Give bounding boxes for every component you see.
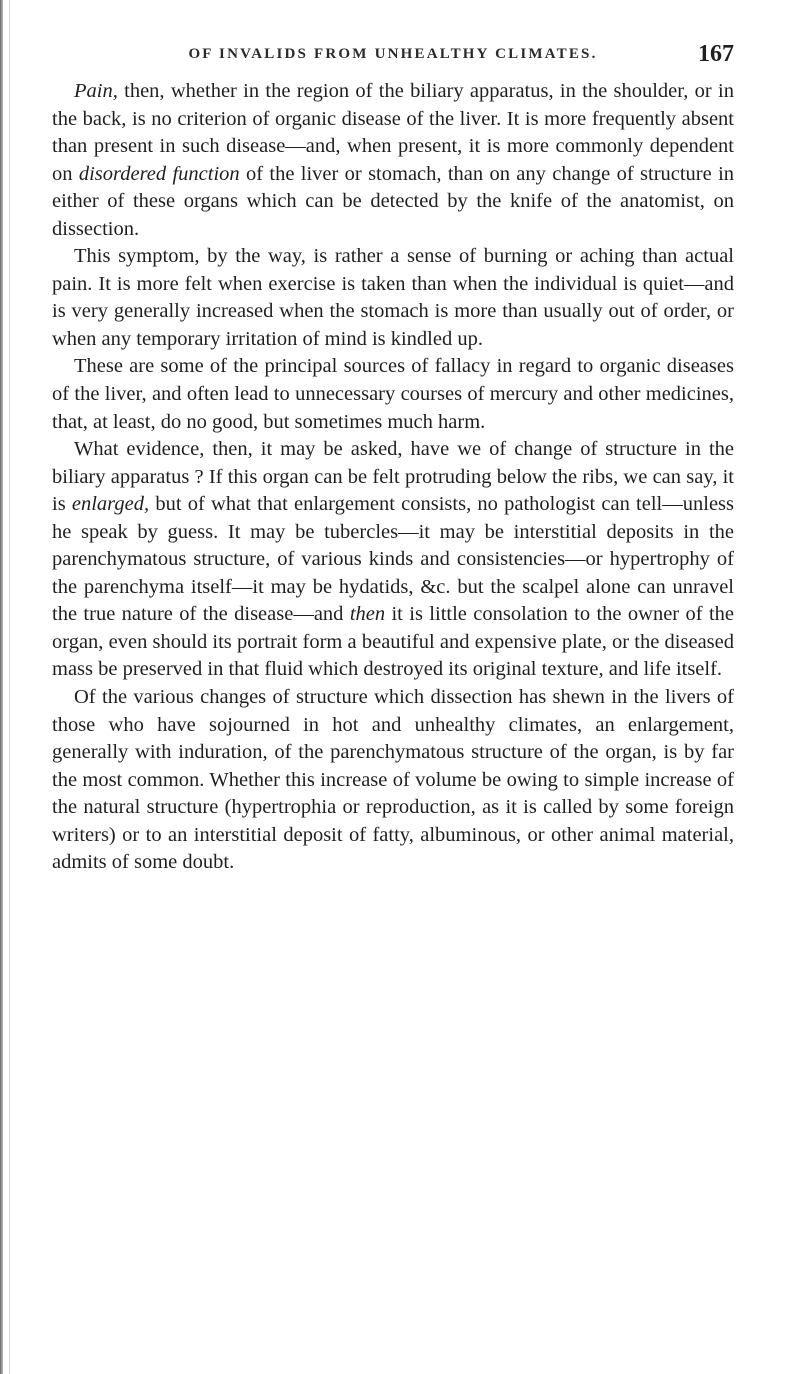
book-spine-shadow [0, 0, 3, 1374]
paragraph-4: What evidence, then, it may be asked, have we of change of structure in the biliary apparatus ? If this organ can be felt protruding below the ribs, we can say, it is enlarged, but of what that enlargement consists, no pathologist can tell—unless he speak by guess. It may be tubercles—it may be interstitial deposits in the parenchymatous structure, of various kinds and consistencies—or hypertrophy of the parenchyma itself—it may be hydatids, &c. but the scalpel alone can unravel the true nature of the disease—and then it is little consolation to the owner of the organ, even should its portrait form a beautiful and expensive plate, or the diseased mass be preserved in that fluid which destroyed its original texture, and life itself. [52, 438, 734, 681]
book-spine-line [9, 0, 10, 1374]
paragraph-1-italic-disordered-function: disordered function [78, 162, 240, 185]
paragraph-2: This symptom, by the way, is rather a sense of burning or aching than actual pain. It is more felt when exercise is taken than when the individual is quiet—and is very generally increased when the stomach is more than usually out of order, or when any temporary irritation of mind is kindled up. [52, 245, 734, 350]
page-number: 167 [698, 41, 734, 67]
running-head: OF INVALIDS FROM UNHEALTHY CLIMATES. [188, 46, 598, 62]
paragraph-5: Of the various changes of structure which dissection has shewn in the livers of those who have sojourned in hot and unhealthy climates, an enlargement, generally with induration, of the parenchymatous structure of the organ, is by far the most common. Whether this increase of volume be owing to simple increase of the natural structure (hypertrophia or reproduction, as it is called by some foreign writers) or to an interstitial deposit of fatty, albuminous, or other animal material, admits of some doubt. [52, 686, 734, 874]
page-header [52, 34, 734, 74]
paragraph-1: Pain, then, whether in the region of the biliary apparatus, in the shoulder, or in the back, is no criterion of organic disease of the liver. It is more frequently absent than present in such disease—and, when present, it is more commonly dependent on disordered function of the liver or stomach, than on any change of structure in either of these organs which can be detected by the knife of the anatomist, on dissection. [52, 80, 735, 240]
book-page [52, 34, 734, 877]
paragraph-3: These are some of the principal sources of fallacy in regard to organic diseases of the liver, and often lead to unnecessary courses of mercury and other medicines, that, at least, do no good, but sometimes much harm. [52, 355, 734, 433]
paragraph-4-italic-then: then [349, 603, 386, 626]
paragraph-1-italic-pain: Pain, [74, 80, 118, 102]
paragraph-4-italic-enlarged: enlarged, [71, 493, 150, 516]
